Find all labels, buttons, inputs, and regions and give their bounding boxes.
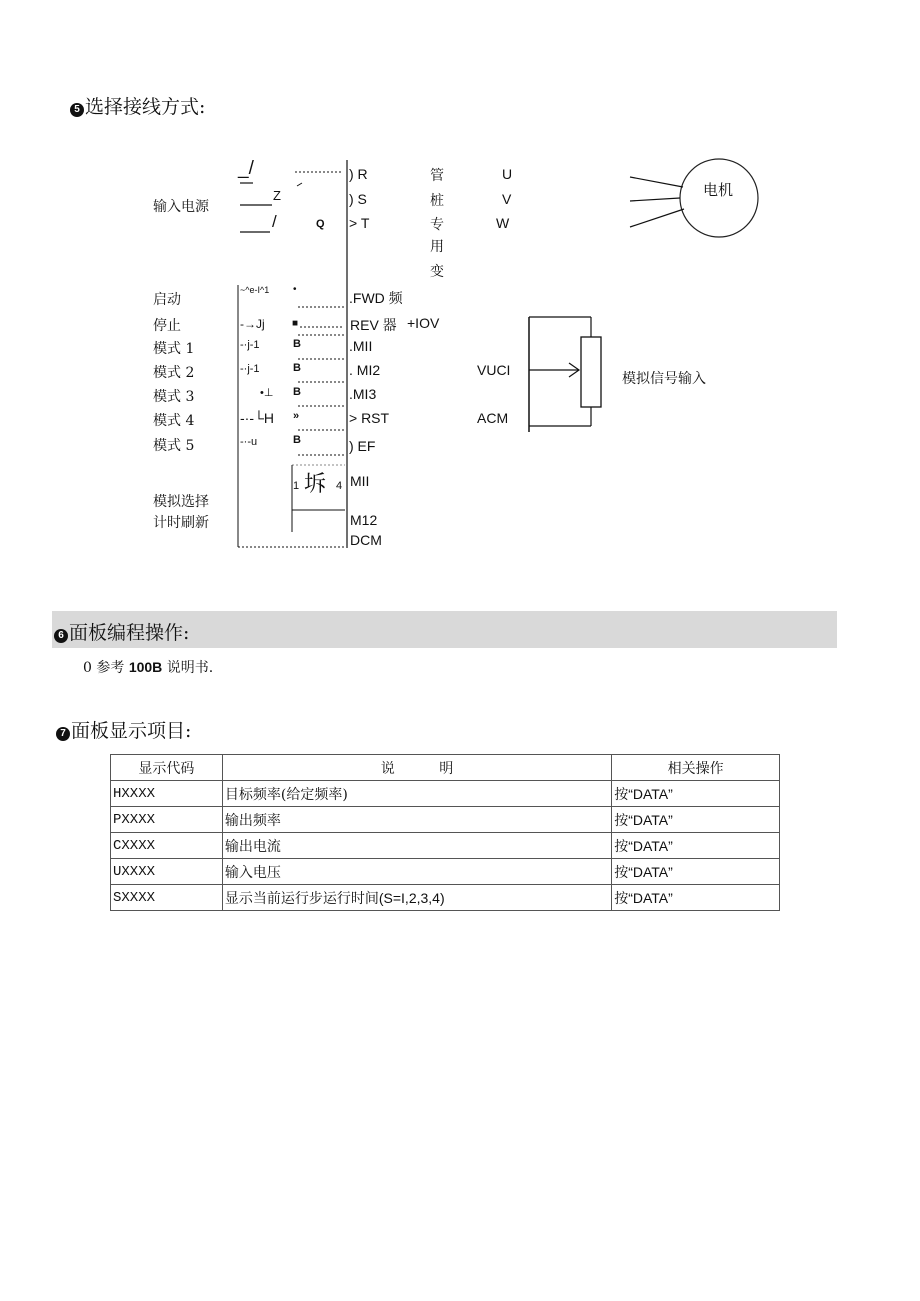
row-code: HXXXX	[111, 781, 223, 807]
motor-wire-w	[630, 209, 684, 227]
switch-glyph-sel-mid: 坼	[304, 472, 327, 497]
section-6-note-prefix: 0 参考	[83, 660, 129, 676]
switch-glyph-mode5: -·-u	[240, 436, 258, 448]
terminal-rev: REV 器	[350, 317, 397, 333]
motor-wire-v	[630, 198, 680, 201]
terminal-r: ) R	[349, 166, 368, 182]
switch-glyph-mode2-b: B	[293, 362, 301, 374]
row-op: 按“DATA”	[612, 859, 780, 885]
switch-glyph-mode1-b: B	[293, 338, 301, 350]
analog-term-vuci: VUCI	[477, 362, 511, 378]
section-7-number: 7	[56, 727, 70, 741]
terminal-rst: > RST	[349, 410, 390, 426]
switch-glyph-mode4-b: »	[293, 410, 300, 422]
section-6-number: 6	[54, 629, 68, 643]
row-code: PXXXX	[111, 807, 223, 833]
analog-input-label: 模拟信号输入	[622, 371, 706, 387]
row-op: 按“DATA”	[612, 781, 780, 807]
motor-terminal-u: U	[502, 166, 513, 182]
switch-glyph-sel-4: 4	[336, 480, 343, 492]
header-desc: 说 明	[222, 755, 611, 781]
label-analog-select: 模拟选择	[153, 494, 209, 510]
terminal-fwd: .FWD 频	[349, 290, 403, 306]
section-6-note-suffix: 说明书.	[162, 660, 214, 676]
row-code: SXXXX	[111, 885, 223, 911]
motor-terminal-v: V	[502, 191, 512, 207]
table-row	[111, 859, 780, 885]
vertical-label-3: 专	[430, 217, 444, 233]
label-mode-5: 模式 5	[153, 438, 195, 454]
analog-term-acm: ACM	[477, 410, 509, 426]
switch-glyph-q: Q	[316, 218, 325, 230]
section-5-title: 选择接线方式:	[85, 96, 206, 118]
row-op: 按“DATA”	[612, 833, 780, 859]
row-desc: 输出电流	[222, 833, 611, 859]
switch-glyph-stop-mark: ■	[292, 318, 299, 329]
section-6-heading	[54, 618, 189, 645]
switch-glyph-start-dot: •	[293, 284, 297, 295]
terminal-10v: +IOV	[407, 315, 440, 331]
label-mode-1: 模式 1	[153, 341, 195, 357]
switch-glyph-r: _/	[238, 158, 254, 179]
vertical-label-1: 管	[430, 168, 444, 184]
terminal-mi2: . MI2	[349, 362, 381, 378]
table-row	[111, 781, 780, 807]
section-6-note	[83, 657, 213, 677]
row-desc: 输出频率	[222, 807, 611, 833]
pot-resistor	[581, 337, 601, 407]
label-stop: 停止	[153, 318, 181, 334]
switch-glyph-mode5-b: B	[293, 434, 301, 446]
switch-glyph-mode2: -·j-1	[240, 363, 260, 375]
row-op: 按“DATA”	[612, 807, 780, 833]
motor-terminal-w: W	[496, 215, 510, 231]
label-start: 启动	[153, 292, 181, 308]
terminal-mii: MII	[350, 473, 370, 489]
section-6-note-bold: 100B	[128, 659, 163, 675]
table-header-row	[111, 755, 780, 781]
label-mode-2: 模式 2	[153, 365, 195, 381]
terminal-mi3: .MI3	[349, 386, 377, 402]
vertical-label-2: 桩	[430, 193, 444, 209]
header-code: 显示代码	[111, 755, 223, 781]
section-6-title: 面板编程操作:	[69, 622, 190, 644]
row-desc: 输入电压	[222, 859, 611, 885]
section-5-number: 5	[70, 103, 84, 117]
section-7-heading	[56, 716, 191, 743]
section-7-title: 面板显示项目:	[71, 720, 192, 742]
label-mode-3: 模式 3	[153, 389, 195, 405]
power-tick	[297, 183, 302, 186]
table-row	[111, 833, 780, 859]
terminal-m12: M12	[350, 512, 378, 528]
switch-glyph-mode1: -·j-1	[240, 339, 260, 351]
label-timer-refresh: 计时刷新	[153, 515, 209, 531]
switch-glyph-s: Z	[273, 188, 281, 203]
switch-glyph-mode3: •⊥	[260, 387, 274, 399]
switch-glyph-stop: -→Jj	[240, 317, 265, 331]
switch-glyph-t: /	[272, 212, 277, 231]
row-op: 按“DATA”	[612, 885, 780, 911]
switch-glyph-mode4: -·-└H	[240, 410, 275, 426]
motor-label: 电机	[703, 181, 734, 199]
table-row	[111, 807, 780, 833]
vertical-label-5: 变	[430, 264, 444, 280]
row-code: CXXXX	[111, 833, 223, 859]
display-items-table	[110, 754, 780, 911]
label-input-power: 输入电源	[153, 199, 209, 215]
table-row	[111, 885, 780, 911]
row-desc: 目标频率(给定频率)	[222, 781, 611, 807]
wiring-lines	[0, 0, 920, 600]
motor-wire-u	[630, 177, 683, 187]
switch-glyph-sel-1: 1	[293, 480, 300, 492]
header-op: 相关操作	[612, 755, 780, 781]
terminal-t: > T	[349, 215, 370, 231]
terminal-ef: ) EF	[349, 438, 376, 454]
terminal-mi1: .MII	[349, 338, 373, 354]
terminal-dcm: DCM	[350, 532, 382, 548]
terminal-s: ) S	[349, 191, 367, 207]
label-mode-4: 模式 4	[153, 413, 195, 429]
vertical-label-4: 用	[430, 239, 444, 255]
switch-glyph-start: ~^e-I^1	[240, 285, 270, 295]
switch-glyph-mode3-b: B	[293, 386, 301, 398]
row-code: UXXXX	[111, 859, 223, 885]
row-desc: 显示当前运行步运行时间(S=I,2,3,4)	[222, 885, 611, 911]
